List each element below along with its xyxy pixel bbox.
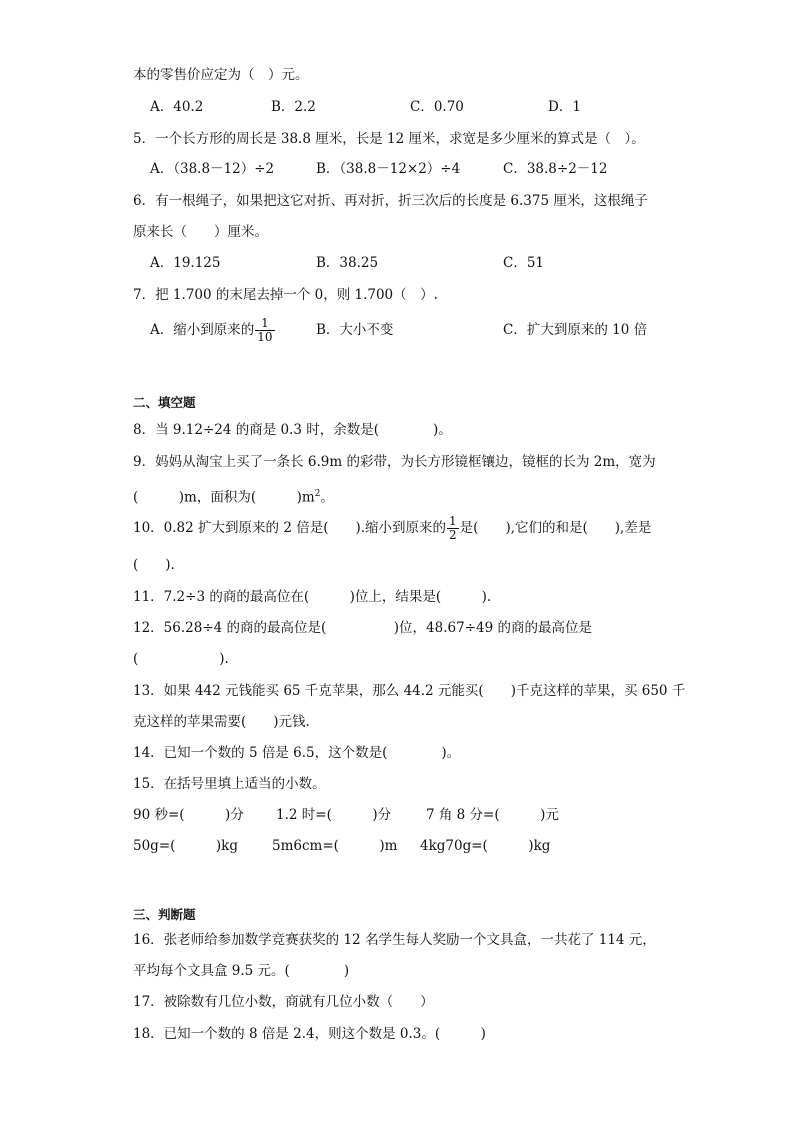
q16-line2: 平均每个文具盒 9.5 元。( ) [133, 963, 350, 979]
q15-row2-item1: 50g=( )kg [133, 838, 238, 854]
q7-option-b: B．大小不变 [316, 322, 394, 338]
q9-line2-end: 。 [320, 489, 334, 506]
q6-option-a: A．19.125 [150, 255, 221, 271]
q13-line2: 克这样的苹果需要( )元钱. [133, 714, 310, 730]
q7-option-a [150, 315, 276, 345]
q7-fraction-numerator: 1 [255, 317, 274, 331]
q15-stem: 15．在括号里填上适当的小数。 [133, 776, 326, 792]
q10-line1 [133, 513, 651, 543]
q7-option-a-text: A．缩小到原来的 [150, 322, 255, 338]
q6-stem-line1: 6．有一根绳子，如果把这它对折、再对折，折三次后的长度是 6.375 厘米，这根绳子 [133, 193, 648, 209]
q12-line2: ( ). [133, 651, 229, 667]
q15-row1-item1: 90 秒=( )分 [133, 807, 244, 823]
q10-line1-b: 是( ),它们的和是( ),差是 [459, 520, 652, 536]
q7-fraction [255, 317, 274, 344]
q11-text: 11．7.2÷3 的商的最高位在( )位上，结果是( ). [133, 589, 492, 605]
section-true-false-title: 三、判断题 [133, 907, 196, 922]
q18-text: 18．已知一个数的 8 倍是 2.4，则这个数是 0.3。( ) [133, 1026, 486, 1042]
q10-line1-a: 10．0.82 扩大到原来的 2 倍是( ).缩小到原来的 [133, 520, 447, 536]
q6-stem-line2: 原来长（ ）厘米。 [133, 224, 268, 240]
q9-superscript: 2 [314, 489, 321, 499]
q8-text: 8．当 9.12÷24 的商是 0.3 时，余数是( )。 [133, 422, 452, 438]
q4-stem-continuation: 本的零售价应定为（ ）元。 [133, 67, 309, 83]
q7-stem: 7．把 1.700 的末尾去掉一个 0，则 1.700（ ）. [133, 287, 438, 303]
q12-line1: 12．56.28÷4 的商的最高位是( )位，48.67÷49 的商的最高位是 [133, 620, 592, 636]
q5-option-a: A．（38.8－12）÷2 [150, 161, 275, 177]
q15-row2-item2: 5m6cm=( )m [272, 838, 398, 854]
q10-fraction-denominator: 2 [449, 528, 457, 542]
q15-row1-item2: 1.2 时=( )分 [276, 807, 392, 823]
q10-fraction [447, 515, 459, 542]
q15-row1-item3: 7 角 8 分=( )元 [426, 807, 559, 823]
q4-option-c: C．0.70 [410, 99, 464, 115]
q4-option-b: B．2.2 [271, 99, 316, 115]
q4-option-a: A．40.2 [150, 99, 204, 115]
q7-option-c: C．扩大到原来的 10 倍 [503, 322, 648, 338]
q10-fraction-numerator: 1 [449, 514, 457, 528]
q10-line2: ( ). [133, 557, 175, 573]
q16-line1: 16．张老师给参加数学竞赛获奖的 12 名学生每人奖励一个文具盒，一共花了 114 元， [133, 932, 656, 948]
q14-text: 14．已知一个数的 5 倍是 6.5，这个数是( )。 [133, 745, 461, 761]
q5-option-b: B．（38.8－12×2）÷4 [316, 161, 461, 177]
q6-option-b: B．38.25 [316, 255, 379, 271]
q9-line1: 9．妈妈从淘宝上买了一条长 6.9m 的彩带，为长方形镜框镶边，镜框的长为 2m，宽为 [133, 454, 656, 470]
q7-fraction-denominator: 10 [257, 330, 273, 344]
q9-line2-text: ( )m，面积为( )m [133, 489, 315, 506]
q13-line1: 13．如果 442 元钱能买 65 千克苹果，那么 44.2 元能买( )千克这样的苹果，买 650 千 [133, 683, 686, 699]
q6-option-c: C．51 [503, 255, 545, 271]
section-fill-in-title: 二、填空题 [133, 395, 196, 410]
q15-row2-item3: 4kg70g=( )kg [420, 838, 551, 854]
q17-text: 17．被除数有几位小数，商就有几位小数（ ） [133, 994, 434, 1010]
q5-stem: 5．一个长方形的周长是 38.8 厘米，长是 12 厘米，求宽是多少厘米的算式是（ ）。 [133, 131, 645, 147]
q9-line2 [133, 485, 334, 507]
q5-option-c: C．38.8÷2－12 [503, 161, 608, 177]
q4-option-d: D．1 [548, 99, 581, 115]
